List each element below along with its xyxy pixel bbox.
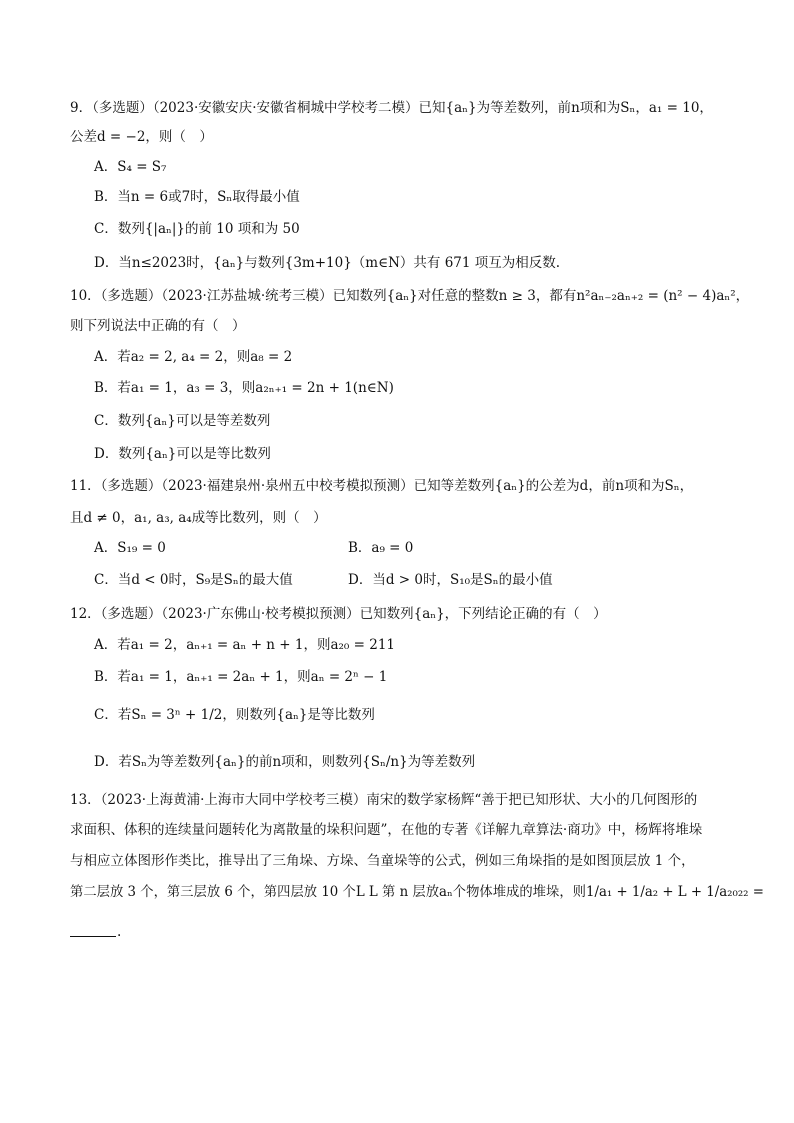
question-11-option-c: C．当d < 0时，S₉是Sₙ的最大值 <box>94 572 293 588</box>
question-11-option-a: A．S₁₉ = 0 <box>94 540 166 556</box>
question-12-option-d: D．若Sₙ为等差数列{aₙ}的前n项和，则数列{Sₙ/n}为等差数列 <box>94 754 476 770</box>
question-9-option-a: A．S₄ = S₇ <box>94 159 167 175</box>
question-10-option-a: A．若a₂ = 2, a₄ = 2，则a₈ = 2 <box>94 349 293 365</box>
question-11-line-2: 且d ≠ 0，a₁, a₃, a₄成等比数列，则（ ） <box>70 510 327 526</box>
question-12-option-b: B．若a₁ = 1，aₙ₊₁ = 2aₙ + 1，则aₙ = 2ⁿ − 1 <box>94 669 388 685</box>
question-11-line-1: 11．（多选题）（2023·福建泉州·泉州五中校考模拟预测）已知等差数列{aₙ}的公差为d，前n项和为Sₙ， <box>70 478 694 494</box>
question-13-line-3: 与相应立体图形作类比，推导出了三角垛、方垛、刍童垛等的公式，例如三角垛指的是如图顶层放 1 个， <box>70 853 695 869</box>
question-9-option-b: B．当n = 6或7时，Sₙ取得最小值 <box>94 189 300 205</box>
answer-blank[interactable] <box>70 936 116 937</box>
question-10-line-1: 10．（多选题）（2023·江苏盐城·统考三模）已知数列{aₙ}对任意的整数n ≥ 3，都有n²aₙ₋₂aₙ₊₂ = (n² − 4)aₙ²， <box>70 288 750 304</box>
question-9-line-1: 9．（多选题）（2023·安徽安庆·安徽省桐城中学校考二模）已知{aₙ}为等差数列，前n项和为Sₙ，a₁ = 10， <box>70 100 713 116</box>
question-12-option-c: C．若Sₙ = 3ⁿ + 1/2，则数列{aₙ}是等比数列 <box>94 707 375 723</box>
question-11-option-d: D．当d > 0时，S₁₀是Sₙ的最小值 <box>348 572 553 588</box>
question-10-option-d: D．数列{aₙ}可以是等比数列 <box>94 446 271 462</box>
question-9-option-d: D．当n≤2023时，{aₙ}与数列{3m+10}（m∈N）共有 671 项互为相反数. <box>94 255 561 271</box>
question-11-option-b: B．a₉ = 0 <box>348 540 414 556</box>
question-10-line-2: 则下列说法中正确的有（ ） <box>70 318 246 334</box>
question-13-line-1: 13．（2023·上海黄浦·上海市大同中学校考三模）南宋的数学家杨辉“善于把已知形状、大小的几何图形的 <box>70 792 698 808</box>
question-13-line-2: 求面积、体积的连续量问题转化为离散量的垛积问题”，在他的专著《详解九章算法·商功》中，杨辉将堆垛 <box>70 822 703 838</box>
question-10-option-b: B．若a₁ = 1，a₃ = 3，则a₂ₙ₊₁ = 2n + 1(n∈N) <box>94 380 394 396</box>
question-13-line-4: 第二层放 3 个，第三层放 6 个，第四层放 10 个L L 第 n 层放aₙ个物体堆成的堆垛，则1/a₁ + 1/a₂ + L + 1/a₂₀₂₂ = <box>70 884 764 900</box>
question-12-option-a: A．若a₁ = 2，aₙ₊₁ = aₙ + n + 1，则a₂₀ = 211 <box>94 637 396 653</box>
answer-blank-period: . <box>117 924 122 940</box>
question-9-line-2: 公差d = −2，则（ ） <box>70 129 213 145</box>
question-9-option-c: C．数列{|aₙ|}的前 10 项和为 50 <box>94 221 300 237</box>
question-10-option-c: C．数列{aₙ}可以是等差数列 <box>94 413 271 429</box>
question-12-line-1: 12．（多选题）（2023·广东佛山·校考模拟预测）已知数列{aₙ}，下列结论正确的有（ ） <box>70 606 607 622</box>
